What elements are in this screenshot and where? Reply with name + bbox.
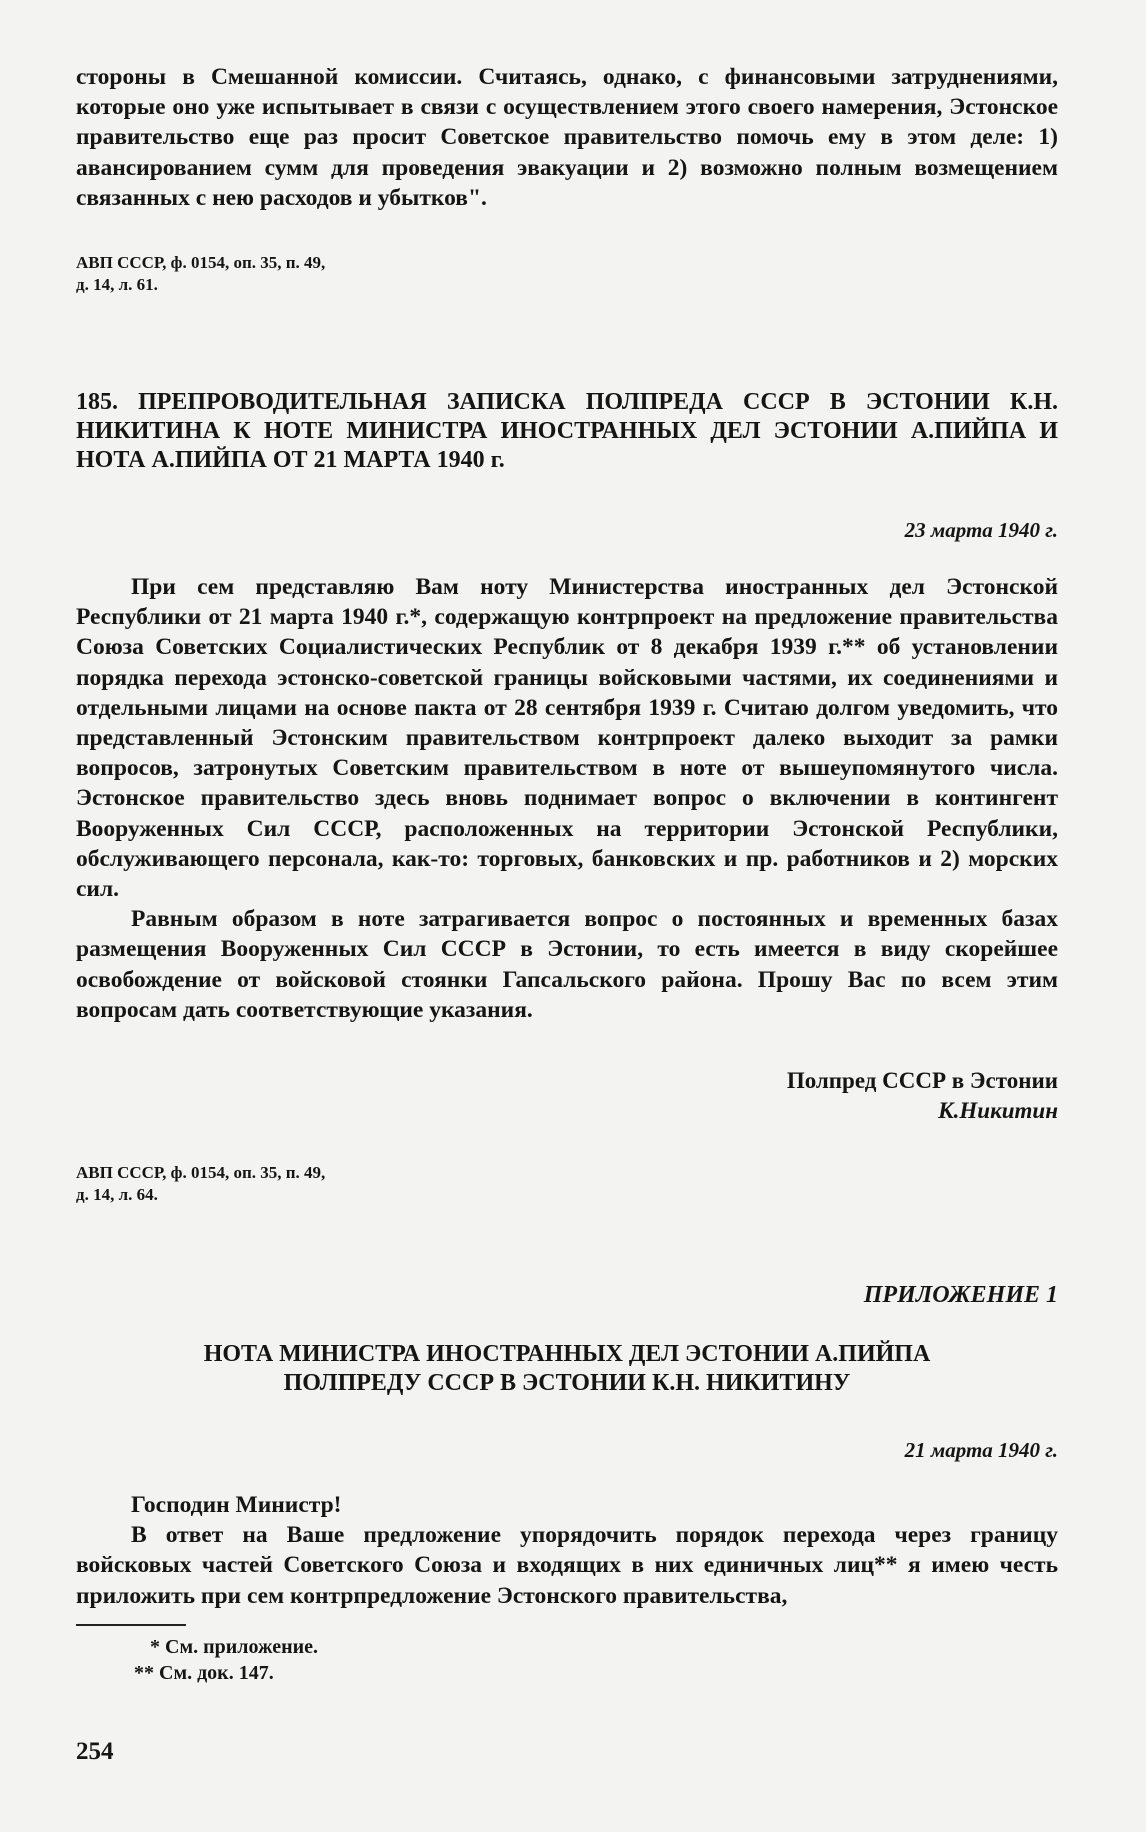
source-reference-1 [76, 252, 1058, 296]
salutation: Господин Министр! [131, 1492, 342, 1518]
document-185-body [76, 572, 1058, 1025]
signature-title: Полпред СССР в Эстонии [786, 1068, 1058, 1093]
document-date: 23 марта 1940 г. [904, 518, 1058, 542]
body-paragraph: При сем представляю Вам ноту Министерства иностранных дел Эстонской Республики от 21 марта 1940 г.*, содержащую контрпроект на предложение правительства Союза Советских Социалистических Республик от 8 декабря 1939 г.** об установлении порядка перехода эстонско-советской границы войсковыми частями, их соединениями и отдельными лицами на основе пакта от 28 сентября 1939 г. Считаю долгом уведомить, что представленный Эстонским правительством контрпроект далеко выходит за рамки вопросов, затронутых Советским правительством в ноте от вышеупомянутого числа. Эстонское правительство здесь вновь поднимает вопрос о включении в контингент Вооруженных Сил СССР, расположенных на территории Эстонской Республики, обслуживающего персонала, как-то: торговых, банковских и пр. работников и 2) морских сил. [76, 574, 1058, 903]
footnote: * См. приложение. [150, 1636, 318, 1658]
footnote-separator [76, 1624, 186, 1626]
appendix-date-block [76, 1438, 1058, 1463]
continuation-block [76, 62, 1058, 213]
source-reference-2 [76, 1162, 1058, 1206]
source-line: д. 14, л. 64. [76, 1185, 158, 1204]
source-line: д. 14, л. 61. [76, 275, 158, 294]
source-line: АВП СССР, ф. 0154, оп. 35, п. 49, [76, 253, 326, 272]
appendix-heading-line: ПОЛПРЕДУ СССР В ЭСТОНИИ К.Н. НИКИТИНУ [283, 1370, 851, 1396]
continuation-paragraph: стороны в Смешанной комиссии. Считаясь, однако, с финансовыми затруднениями, которые оно уже испытывает в связи с осуществлением этого своего намерения, Эстонское правительство еще раз просит Советское правительство помочь ему в этом деле: 1) авансированием сумм для проведения эвакуации и 2) возможно полным возмещением связанных с нею расходов и убытков". [76, 64, 1058, 211]
appendix-label-block [76, 1282, 1058, 1309]
signature-name: К.Никитин [938, 1098, 1058, 1123]
appendix-heading [76, 1340, 1058, 1398]
footnotes [134, 1634, 1034, 1686]
appendix-label: ПРИЛОЖЕНИЕ 1 [863, 1282, 1058, 1308]
source-line: АВП СССР, ф. 0154, оп. 35, п. 49, [76, 1163, 326, 1182]
page-number: 254 [76, 1738, 114, 1765]
appendix-body [76, 1490, 1058, 1611]
body-paragraph: Равным образом в ноте затрагивается вопрос о постоянных и временных базах размещения Вооруженных Сил СССР в Эстонии, то есть имеется в виду скорейшее освобождение от войсковой стоянки Гапсальского района. Прошу Вас по всем этим вопросам дать соответствующие указания. [76, 906, 1058, 1023]
footnote: ** См. док. 147. [134, 1662, 274, 1684]
document-heading: 185. ПРЕПРОВОДИТЕЛЬНАЯ ЗАПИСКА ПОЛПРЕДА СССР В ЭСТОНИИ К.Н. НИКИТИНА К НОТЕ МИНИСТРА ИНОСТРАННЫХ ДЕЛ ЭСТОНИИ А.ПИЙПА И НОТА А.ПИЙПА ОТ 21 МАРТА 1940 г. [76, 389, 1058, 473]
body-paragraph: В ответ на Ваше предложение упорядочить порядок перехода через границу войсковых частей Советского Союза и входящих в них единичных лиц** я имею честь приложить при сем контрпредложение Эстонского правительства, [76, 1522, 1058, 1609]
appendix-heading-line: НОТА МИНИСТРА ИНОСТРАННЫХ ДЕЛ ЭСТОНИИ А.ПИЙПА [203, 1341, 931, 1367]
signature-block [76, 1066, 1058, 1126]
appendix-date: 21 марта 1940 г. [904, 1438, 1058, 1462]
document-185-date-block [76, 518, 1058, 543]
document-185-heading [76, 388, 1058, 475]
